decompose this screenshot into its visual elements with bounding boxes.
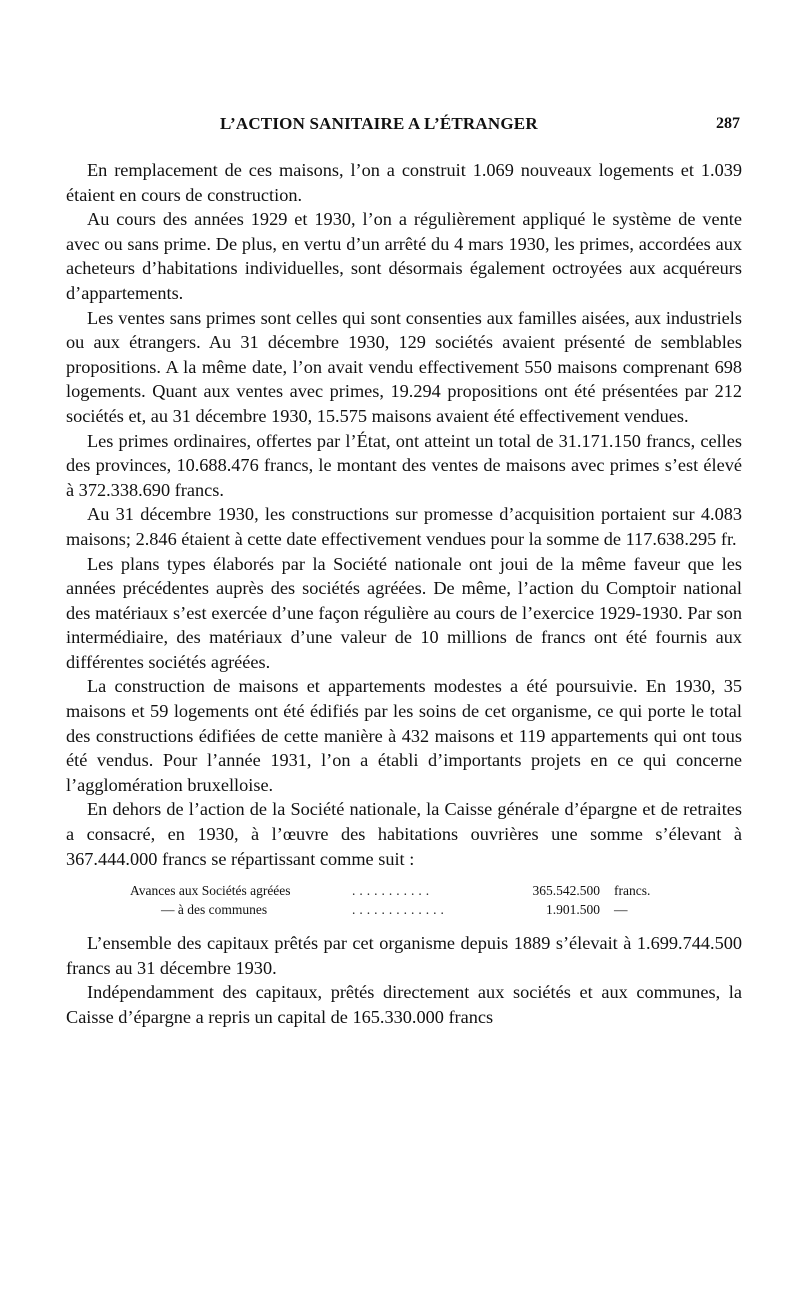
- paragraph: L’ensemble des capitaux prêtés par cet organisme depuis 1889 s’élevait à 1.699.744.500 francs au 31 décembre 1930.: [66, 933, 742, 978]
- paragraph: En remplacement de ces maisons, l’on a construit 1.069 nouveaux logements et 1.039 étaient en cours de construction.: [66, 160, 742, 205]
- paragraph: La construction de maisons et appartements modestes a été poursuivie. En 1930, 35 maisons et 59 logements ont été édifiés par les soins de cet organisme, ce qui porte le total des constructions édifiées de cette manière à 432 maisons et 119 appartements qui ont tous été vendus. Pour l’année 1931, l’on a établi d’importants projets en ce qui concerne l’agglomération bruxelloise.: [66, 676, 742, 795]
- paragraph: Indépendamment des capitaux, prêtés directement aux sociétés et aux communes, la Caisse d’épargne a repris un capital de 165.330.000 francs: [66, 982, 742, 1027]
- fund-leader-dots: ...........: [352, 883, 434, 899]
- fund-unit: francs.: [614, 883, 651, 899]
- page-number: 287: [716, 115, 740, 132]
- fund-label: — à des communes: [161, 902, 268, 918]
- paragraph: Au 31 décembre 1930, les constructions sur promesse d’acquisition portaient sur 4.083 maisons; 2.846 étaient à cette date effectivement vendues pour la somme de 117.638.295 fr.: [66, 504, 742, 549]
- paragraph: Les primes ordinaires, offertes par l’État, ont atteint un total de 31.171.150 francs, celles des provinces, 10.688.476 francs, le montant des ventes de maisons avec primes s’est élevé à 372.338.690 francs.: [66, 430, 742, 500]
- document-body: [66, 158, 742, 1030]
- fund-unit: —: [614, 902, 628, 918]
- running-title: L’ACTION SANITAIRE A L’ÉTRANGER: [220, 114, 538, 133]
- document-page: [66, 104, 742, 1030]
- fund-label: Avances aux Sociétés agréées: [130, 883, 291, 899]
- paragraph: Les ventes sans primes sont celles qui sont consenties aux familles aisées, aux industriels ou aux étrangers. Au 31 décembre 1930, 129 sociétés avaient présenté de semblables propositions. A la même date, l’on avait vendu effectivement 550 maisons comprenant 698 logements. Quant aux ventes avec primes, 19.294 propositions ont été présentées par 212 sociétés et, au 31 décembre 1930, 15.575 maisons avaient été effectivement vendues.: [66, 307, 742, 426]
- funds-breakdown: [66, 881, 742, 919]
- paragraph: Les plans types élaborés par la Société nationale ont joui de la même faveur que les années précédentes auprès des sociétés agréées. De même, l’action du Comptoir national des matériaux s’est exercée d’une façon régulière au cours de l’exercice 1929-1930. Par son intermédiaire, des matériaux d’une valeur de 10 millions de francs ont été fournis aux différentes sociétés agréées.: [66, 553, 742, 672]
- fund-amount: 1.901.500: [546, 902, 600, 918]
- paragraph: Au cours des années 1929 et 1930, l’on a régulièrement appliqué le système de vente avec ou sans prime. De plus, en vertu d’un arrêté du 4 mars 1930, les primes, accordées aux acheteurs d’habitations individuelles, sont désormais également octroyées aux acquéreurs d’appartements.: [66, 209, 742, 303]
- fund-amount: 365.542.500: [532, 883, 600, 899]
- fund-leader-dots: .............: [352, 902, 448, 918]
- page-header: [66, 104, 742, 144]
- fund-row: [66, 900, 742, 919]
- paragraph: En dehors de l’action de la Société nationale, la Caisse générale d’épargne et de retraites a consacré, en 1930, à l’œuvre des habitations ouvrières une somme s’élevant à 367.444.000 francs se répartissant comme suit :: [66, 799, 742, 869]
- fund-row: [66, 881, 742, 900]
